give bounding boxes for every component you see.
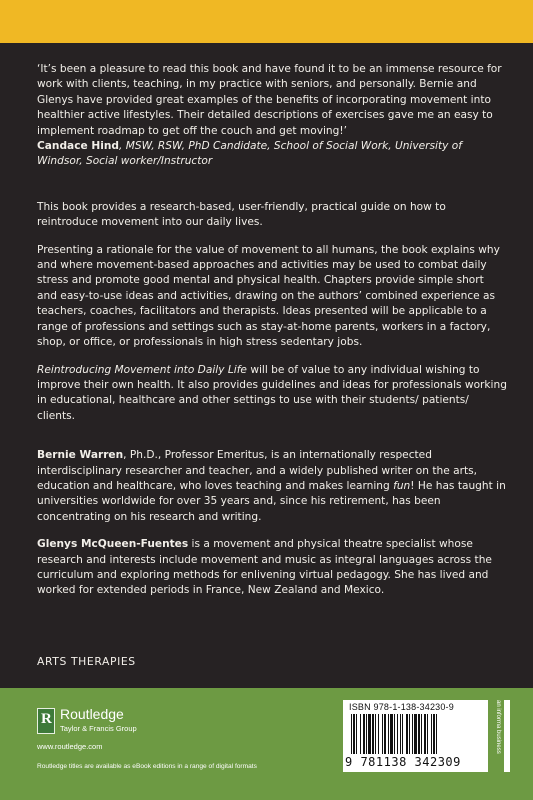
barcode-bar [375, 714, 376, 754]
barcode-bar [394, 714, 395, 754]
barcode-bar [388, 714, 389, 754]
barcode-bar [400, 714, 401, 754]
barcode [343, 700, 488, 772]
barcode-bar [382, 714, 383, 754]
description-paragraph-1: This book provides a research-based, user-friendly, practical guide on how to reintroduce movement into our daily lives. [37, 200, 446, 229]
top-color-band [0, 0, 533, 43]
description-paragraph-3: Reintroducing Movement into Daily Life will be of value to any individual wishing to improve their own health. It also provides guidelines and ideas for professionals working in educational, healthcare and other settings to use with their students/ patients/ clients. [37, 363, 507, 422]
book-title-inline: Reintroducing Movement into Daily Life [37, 363, 247, 376]
description-paragraph-2: Presenting a rationale for the value of movement to all humans, the book explains why and where movement-based approaches and activities may be used to combat daily stress and promote good mental and physical health. Chapters provide simple short and easy-to-use ideas and activities, drawing on the authors’ combined experience as teachers, coaches, facilitators and therapists. Ideas presented will be applicable to a range of professions and settings such as stay-at-home parents, workers in a factory, shop, or office, or professionals in high stress sedentary jobs. [37, 243, 500, 349]
author-name-2: Glenys McQueen-Fuentes [37, 538, 189, 551]
barcode-bar [427, 714, 428, 754]
review-attribution [37, 139, 507, 170]
barcode-bar [378, 714, 379, 754]
barcode-bar [397, 714, 398, 754]
publisher-subtitle: Taylor & Francis Group [60, 724, 137, 733]
review-author: Candace Hind [37, 140, 119, 153]
cover-text [37, 62, 507, 599]
barcode-bar [356, 714, 357, 754]
isbn-text: ISBN 978-1-138-34230-9 [349, 702, 454, 712]
publisher-name: Routledge [60, 706, 124, 722]
barcode-bar [433, 714, 435, 754]
barcode-bar [409, 714, 410, 754]
barcode-bar [363, 714, 365, 754]
barcode-bar [390, 714, 393, 754]
barcode-bar [414, 714, 417, 754]
barcode-bar [366, 714, 367, 754]
review-quote: ‘It’s been a pleasure to read this book and have found it to be an immense resource for work with clients, teaching, in my practice with seniors, and personally. Bernie and Glenys have provided great examples of the benefits of incorporating movement into healthier active lifestyles. Their detailed descriptions of exercises gave me an easy to implement roadmap to get off the couch and get moving!’ [37, 63, 502, 137]
author-bio-1: Bernie Warren, Ph.D., Professor Emeritus, is an internationally respected interdisciplinary researcher and teacher, and a widely published writer on the arts, education and healthcare, who loves teaching and makes learning fun! He has taught in universities worldwide for over 35 years and, since his retirement, has been concentrating on his research and writing. [37, 449, 506, 523]
informa-text: an informa business [495, 700, 501, 754]
series-label: ARTS THERAPIES [37, 655, 136, 668]
barcode-bar [436, 714, 437, 754]
barcode-bar [412, 714, 413, 754]
barcode-bar [353, 714, 355, 754]
barcode-bar [431, 714, 432, 754]
barcode-bar [421, 714, 422, 754]
barcode-bar [351, 714, 352, 754]
barcode-digits: 9 781138 342309 [345, 755, 461, 769]
barcode-bar [424, 714, 426, 754]
author-name-1: Bernie Warren [37, 449, 124, 462]
barcode-bars-icon [351, 714, 481, 754]
barcode-bar [406, 714, 408, 754]
review-credentials: , MSW, RSW, PhD Candidate, School of Social Work, University of Windsor, Social worker/Instructor [37, 140, 462, 168]
routledge-logo-icon: R [37, 708, 55, 734]
barcode-bar [418, 714, 420, 754]
barcode-bar [384, 714, 386, 754]
publisher-url[interactable]: www.routledge.com [37, 742, 103, 751]
ebook-note: Routledge titles are available as eBook editions in a range of digital formats [37, 763, 257, 770]
barcode-bar [402, 714, 403, 754]
side-white-strip [504, 700, 510, 772]
author-bio-2: Glenys McQueen-Fuentes is a movement and physical theatre specialist whose research and interests include movement and music as integral languages across the curriculum and exploring methods for enlivening virtual pedagogy. She has lived and worked for extended periods in France, New Zealand and Mexico. [37, 538, 492, 597]
barcode-bar [372, 714, 374, 754]
barcode-bar [368, 714, 371, 754]
barcode-bar [360, 714, 361, 754]
